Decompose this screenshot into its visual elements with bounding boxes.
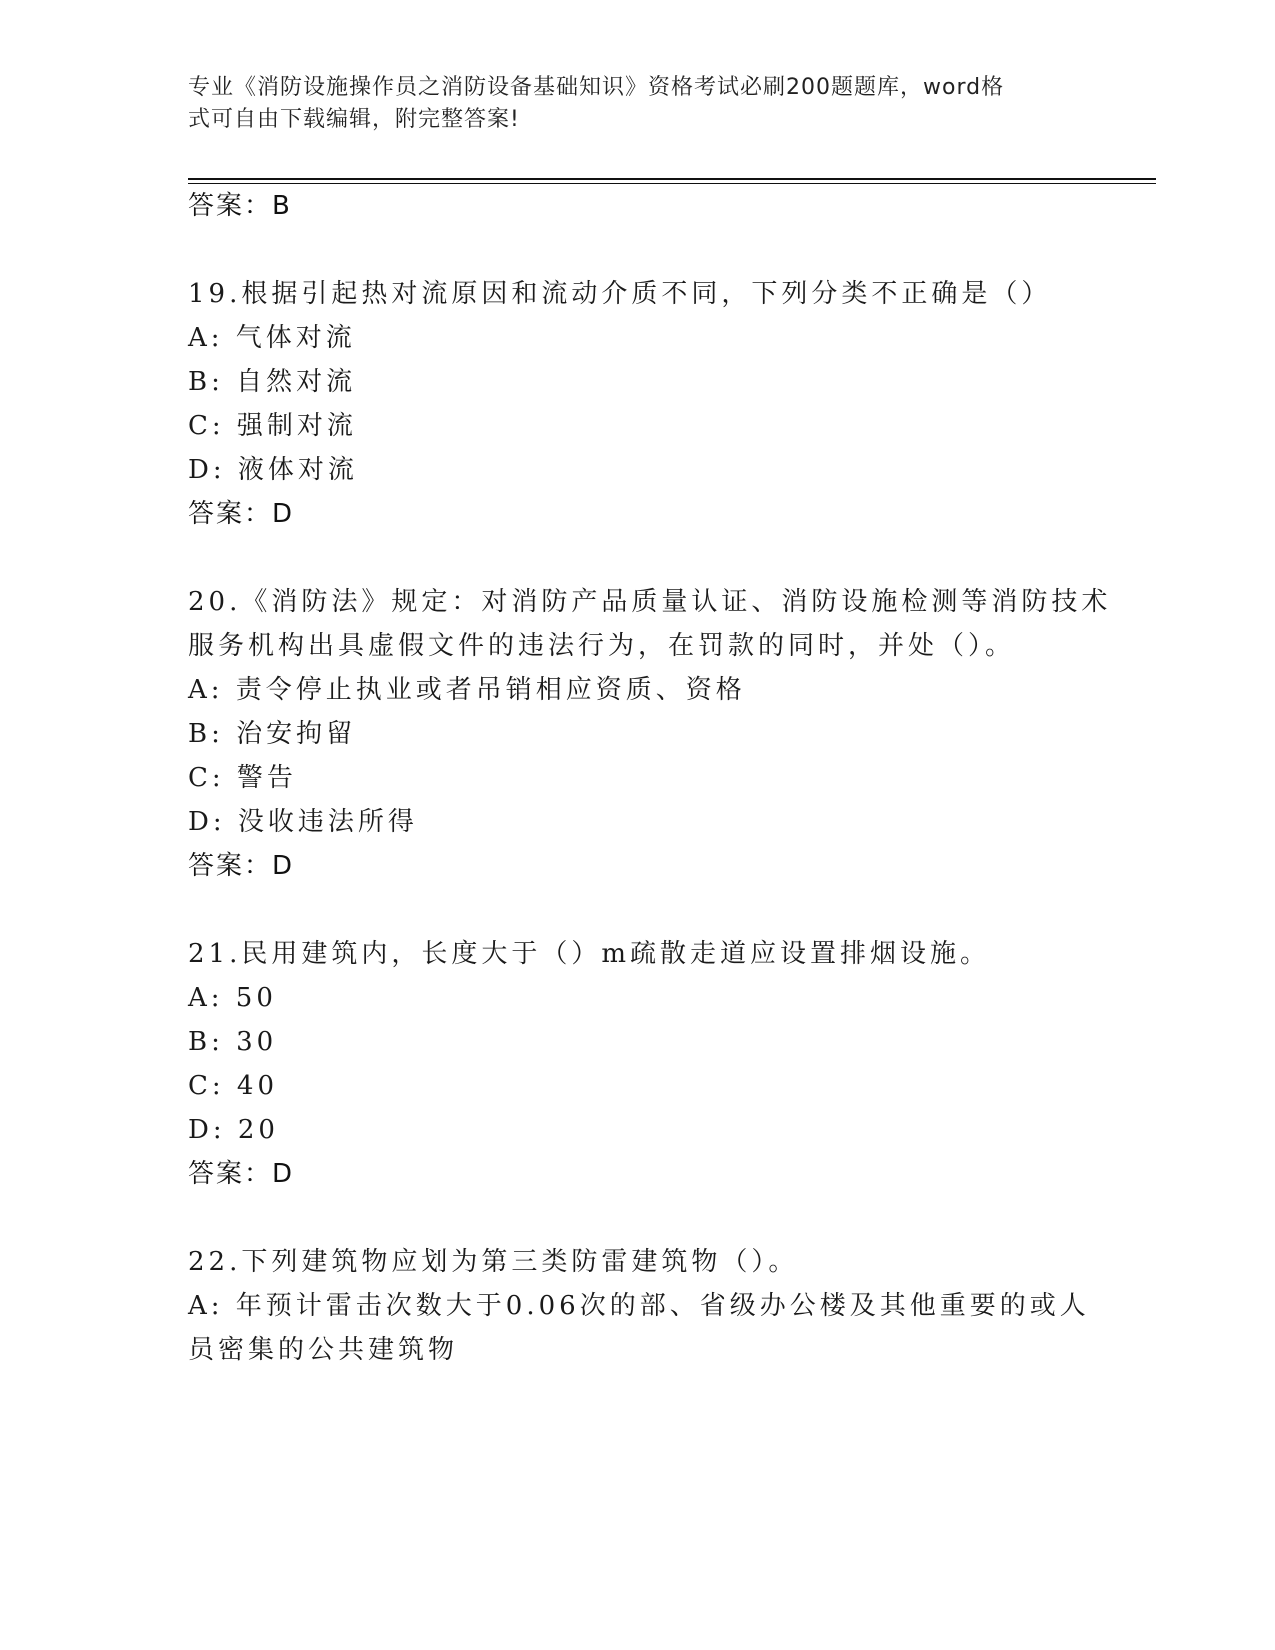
question-22-text: 22.下列建筑物应划为第三类防雷建筑物（）。	[188, 1247, 799, 1277]
question-22-option-a-line-1: A: 年预计雷击次数大于0.06次的部、省级办公楼及其他重要的或人	[188, 1291, 1090, 1321]
question-20-option-c: C: 警告	[188, 763, 297, 793]
header-rule-thick	[188, 178, 1156, 180]
document-header	[188, 72, 1068, 136]
question-19-text: 19.根据引起热对流原因和流动介质不同，下列分类不正确是（）	[188, 279, 1052, 309]
question-19-answer: 答案：D	[188, 499, 295, 529]
question-21-option-a: A: 50	[188, 983, 277, 1013]
question-22-option-a-line-2: 员密集的公共建筑物	[188, 1335, 459, 1365]
header-rule-thin	[188, 183, 1156, 184]
question-19-option-c: C: 强制对流	[188, 411, 357, 441]
question-21-option-d: D: 20	[188, 1115, 279, 1145]
question-19-option-d: D: 液体对流	[188, 455, 358, 485]
question-21-option-c: C: 40	[188, 1071, 279, 1101]
question-21-text: 21.民用建筑内，长度大于（）m疏散走道应设置排烟设施。	[188, 939, 991, 969]
header-line-1: 专业《消防设施操作员之消防设备基础知识》资格考试必刷200题题库，word格	[188, 75, 1005, 100]
question-20-answer: 答案：D	[188, 851, 295, 881]
answer-line: 答案：B	[188, 191, 292, 221]
question-20-text-line-1: 20.《消防法》规定：对消防产品质量认证、消防设施检测等消防技术	[188, 587, 1112, 617]
question-21-option-b: B: 30	[188, 1027, 278, 1057]
question-21-answer: 答案：D	[188, 1159, 295, 1189]
question-20-option-a: A: 责令停止执业或者吊销相应资质、资格	[188, 675, 746, 705]
question-19-option-a: A: 气体对流	[188, 323, 356, 353]
question-20-text-line-2: 服务机构出具虚假文件的违法行为，在罚款的同时，并处（）。	[188, 631, 1016, 661]
question-20-option-d: D: 没收违法所得	[188, 807, 418, 837]
header-line-2: 式可自由下载编辑，附完整答案!	[188, 107, 520, 132]
question-20-option-b: B: 治安拘留	[188, 719, 357, 749]
question-19-option-b: B: 自然对流	[188, 367, 357, 397]
